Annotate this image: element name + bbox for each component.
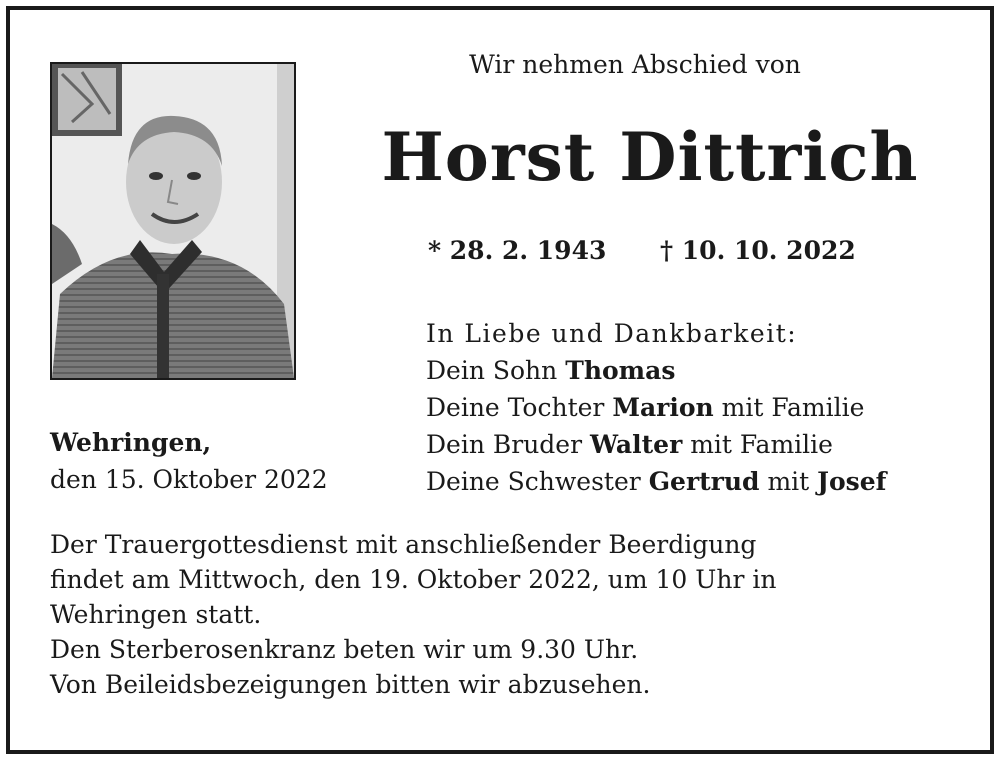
family-heading: In Liebe und Dankbarkeit: (426, 319, 798, 348)
relative-partner: Josef (817, 467, 887, 496)
relative-name: Walter (590, 430, 683, 459)
relation-suffix: mit Familie (721, 393, 865, 422)
service-line: Wehringen statt. (50, 600, 262, 629)
relative-name: Marion (612, 393, 714, 422)
relation-label: Dein Sohn (426, 356, 558, 385)
relative-row (426, 426, 886, 463)
relation-label: Deine Schwester (426, 467, 641, 496)
relative-row (426, 463, 886, 500)
portrait-photo (50, 62, 296, 380)
service-line: Der Trauergottesdienst mit anschließender Beerdigung (50, 530, 757, 559)
death-date: † 10. 10. 2022 (660, 236, 856, 265)
place-date-block (50, 424, 328, 498)
relation-suffix: mit Familie (690, 430, 833, 459)
birth-date: * 28. 2. 1943 (428, 236, 607, 265)
relative-row (426, 352, 886, 389)
relation-label: Dein Bruder (426, 430, 583, 459)
notice-date: den 15. Oktober 2022 (50, 465, 328, 494)
service-line: findet am Mittwoch, den 19. Oktober 2022, um 10 Uhr in (50, 565, 777, 594)
relative-row (426, 389, 886, 426)
place-name: Wehringen, (50, 428, 212, 457)
relation-suffix: mit (767, 467, 810, 496)
service-line: Von Beileidsbezeigungen bitten wir abzusehen. (50, 670, 651, 699)
deceased-name: Horst Dittrich (381, 118, 919, 196)
relative-name: Thomas (565, 356, 676, 385)
relation-label: Deine Tochter (426, 393, 605, 422)
relative-name: Gertrud (648, 467, 760, 496)
service-line: Den Sterberosenkranz beten wir um 9.30 Uhr. (50, 635, 639, 664)
service-info (50, 527, 950, 702)
family-list (426, 315, 886, 500)
intro-line: Wir nehmen Abschied von (469, 50, 801, 79)
